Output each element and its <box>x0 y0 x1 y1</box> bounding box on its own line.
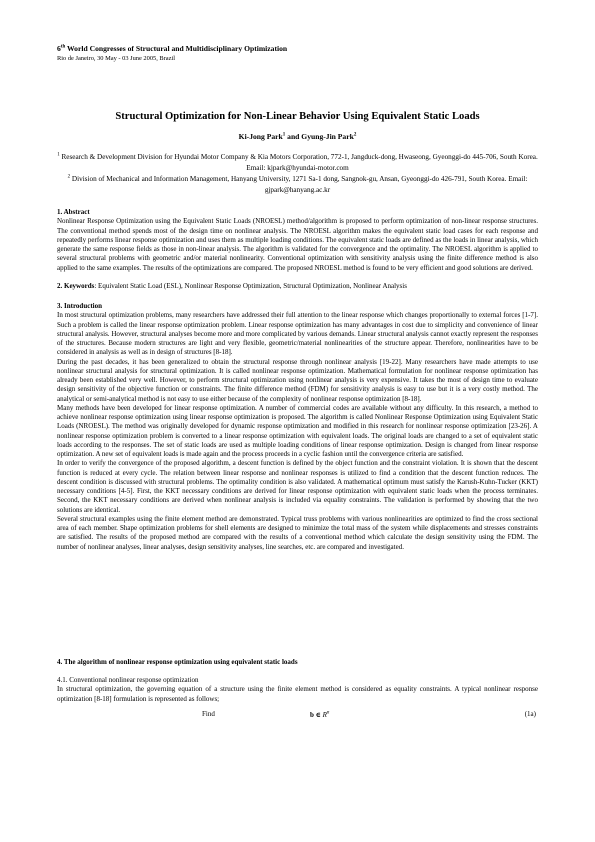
running-header <box>57 44 537 63</box>
intro-paragraph: Several structural examples using the finite element method are demonstrated. Typical truss problems with various nonlinearities are optimized to find the cross sectional area of each member. Shape optimization problems for shell elements are designed to minimize the total mass of the system while displacements and stresses constraints are satisfied. The results of the proposed method are compared with the results of a conventional method which calculate the design sensitivity using the FDM. The number of nonlinear analyses, linear analyses, design sensitivity analyses, line searches, etc. are compared and investigated. <box>57 514 538 551</box>
introduction-heading: 3. Introduction <box>57 302 102 310</box>
author-line: Ki-Jong Park$^1$ and Gyung-Jin Park$^2$ <box>238 132 357 141</box>
section-4-heading: 4. The algorithm of nonlinear response optimization using equivalent static loads <box>57 658 298 666</box>
intro-paragraph: In order to verify the convergence of the proposed algorithm, a descent function is defined by the object function and the constraint violation. It is shown that the descent function is reduced at every cycle. The relation between linear response and nonlinear responses is utilized to find a condition that the descent function reduces. The descent condition is discussed with structural problems. The optimality condition is also validated. A mathematical optimum must satisfy the Karush-Kuhn-Tucker (KKT) necessary conditions [4-5]. First, the KKT necessary conditions are derived for linear response optimization with equivalent static loads when the process terminates. Second, the KKT necessary conditions are derived when nonlinear analysis is included via equality constraints. The validation is performed by showing that the two solutions are identical. <box>57 459 538 514</box>
abstract-heading: 1. Abstract <box>57 208 90 216</box>
paper-title: Structural Optimization for Non-Linear Behavior Using Equivalent Static Loads <box>115 111 480 122</box>
introduction-section <box>57 302 538 552</box>
intro-paragraph: Many methods have been developed for linear response optimization. A number of commercial codes are available without any difficulty. In this research, a method to achieve nonlinear response optimization using linear response optimization is proposed. The algorithm is called Nonlinear Response Optimization using Equivalent Static Loads (NROESL). The method was originally developed for dynamic response optimization and modified in this research for nonlinear response optimization [23-26]. A nonlinear response optimization problem is converted to a linear response optimization with equivalent loads. The original loads are changed to a set of equivalent static loads according to the responses. The set of static loads are used as multiple loading conditions of linear response optimization. Design is changed from linear response optimization. A new set of equivalent loads is made again and the process proceeds in a cyclic fashion until the convergence criteria are satisfied. <box>57 403 538 458</box>
keywords-label: 2. Keywords <box>57 282 95 290</box>
keywords-text: : Equivalent Static Load (ESL), Nonlinear Response Optimization, Structural Optimization, Nonlinear Analysis <box>94 282 407 290</box>
affiliation-1: $^1$ Research & Development Division for Hyundai Motor Company & Kia Motors Corporation, 772-1, Jangduck-dong, Hwaseong, Gyeonggi-do 445-706, South Korea. Email: kjpark@hyundai-motor.com <box>57 152 538 172</box>
conference-location: Rio de Janeiro, 30 May - 03 June 2005, Brazil <box>57 55 176 62</box>
conference-title: 6th World Congresses of Structural and Multidisciplinary Optimization <box>57 44 288 53</box>
section-4-1 <box>57 676 538 704</box>
section-4-1-text: In structural optimization, the governing equation of a structure using the finite element method is considered as equality constraints. A typical nonlinear response optimization [8-18] formulation is represented as follows; <box>57 685 538 703</box>
abstract-text: Nonlinear Response Optimization using the Equivalent Static Loads (NROESL) method/algorithm is proposed to perform optimization of non-linear response structures. The conventional method spends most of the design time on nonlinear analysis. The NROESL algorithm makes the equivalent static load cases for each response and repeatedly performs linear response optimization and uses them as multiple loading conditions. The equivalent static loads are defined as the loads in linear analysis, which generate the same response fields as those in non-linear analysis. The algorithm is validated for the convergence and the optimality. The NROESL algorithm is applied to several structural problems with geometric and/or material nonlinearity. Conventional optimization with sensitivity analysis using the finite difference method is also applied to the same examples. The results of the optimizations are compared. The proposed NROESL method is found to be very efficient and good solutions are derived. <box>57 217 538 272</box>
intro-paragraph: In most structural optimization problems, many researchers have addressed their full attention to the linear response which changes proportionally to external forces [1-7]. Such a problem is called the linear response optimization problem. Linear response optimization has many advantages in cost due to simplicity and convenience of linear structural analysis. However, structural analyses become more and more complicated by various demands. Linear structural analysis cannot exactly represent the responses of the structures. Because modern structures are light and very flexible, geometric/material nonlinearities of the structure appear. Therefore, nonlinearities have to be considered in analysis as well as in design of structures [8-18]. <box>57 311 538 357</box>
subsection-heading: 4.1. Conventional nonlinear response optimization <box>57 676 199 684</box>
equation-find-label: Find <box>202 710 215 718</box>
equation-expression: b ∈ $R^n$ <box>310 710 330 719</box>
equation-1a <box>57 710 538 720</box>
keywords-section <box>57 282 538 291</box>
affiliation-2: $^2$ Division of Mechanical and Information Management, Hanyang University, 1271 Sa-1 dong, Sangnok-gu, Ansan, Gyeonggi-do 426-791, South Korea. Email: gjpark@hanyang.ac.kr <box>67 174 528 194</box>
equation-number: (1a) <box>524 710 536 718</box>
abstract-section <box>57 208 538 273</box>
intro-paragraph: During the past decades, it has been generalized to obtain the structural response through nonlinear analysis [19-22]. Many researchers have made attempts to use nonlinear structural analysis for structural optimization. It is called nonlinear response optimization. Mathematical formulation for nonlinear response optimization has already been established very well. However, to perform structural optimization using nonlinear analysis is very expensive. It takes the most of design time to evaluate design sensitivity of the objective function or constraints. The finite difference method (FDM) for sensitivity analysis is easy to use but it is a very costly method. The analytical or semi-analytical method is not easy to use either because of the complexity of nonlinear response optimization [8-18]. <box>57 357 538 403</box>
